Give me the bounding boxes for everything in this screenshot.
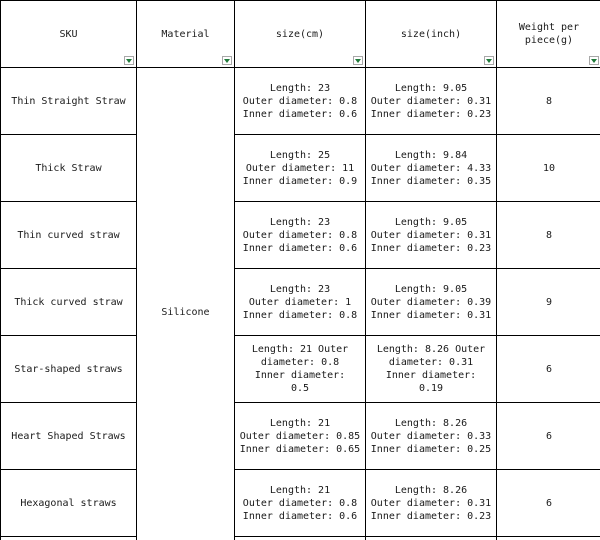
cell-size-cm[interactable]: Length: 25 Outer diameter: 11 Inner diameter: 0.9 bbox=[235, 135, 366, 202]
cell-weight[interactable]: 9 bbox=[497, 269, 600, 336]
header-label-sku: SKU bbox=[59, 28, 78, 40]
cell-sku[interactable]: Thin Straight Straw bbox=[1, 68, 137, 135]
cell-weight[interactable]: 6 bbox=[497, 336, 600, 403]
cell-size-cm[interactable]: Length: 21 Outer diameter: 0.8 Inner diameter: 0.5 bbox=[235, 336, 366, 403]
header-label-size-inch: size(inch) bbox=[400, 28, 462, 40]
header-label-size-cm: size(cm) bbox=[275, 28, 325, 40]
table-row bbox=[1, 135, 600, 202]
cell-sku[interactable]: Thick curved straw bbox=[1, 269, 137, 336]
cell-size-cm[interactable]: Length: 23 Outer diameter: 0.8 Inner diameter: 0.6 bbox=[235, 202, 366, 269]
filter-dropdown-icon[interactable] bbox=[484, 56, 494, 65]
cell-size-inch[interactable]: Length: 9.05 Outer diameter: 0.39 Inner diameter: 0.31 bbox=[366, 269, 497, 336]
filter-dropdown-icon[interactable] bbox=[353, 56, 363, 65]
table-row bbox=[1, 403, 600, 470]
cell-size-inch[interactable]: Length: 9.05 Outer diameter: 0.31 Inner diameter: 0.23 bbox=[366, 68, 497, 135]
cell-size-inch[interactable]: Length: 8.26 Outer diameter: 0.31 Inner diameter: 0.23 bbox=[366, 470, 497, 537]
cell-size-cm[interactable]: Length: 23 Outer diameter: 1 Inner diameter: 0.8 bbox=[235, 269, 366, 336]
cell-weight[interactable]: 8 bbox=[497, 202, 600, 269]
cell-weight[interactable]: 8 bbox=[497, 68, 600, 135]
cell-material-merged[interactable]: Silicone bbox=[137, 68, 235, 540]
header-cell-weight[interactable] bbox=[497, 1, 600, 68]
header-label-material: Material bbox=[161, 28, 210, 40]
cell-weight[interactable]: 6 bbox=[497, 403, 600, 470]
cell-size-cm[interactable] bbox=[235, 537, 366, 540]
header-cell-size-cm[interactable] bbox=[235, 1, 366, 68]
header-row bbox=[1, 1, 600, 68]
cell-size-inch[interactable]: Length: 9.05 Outer diameter: 0.31 Inner diameter: 0.23 bbox=[366, 202, 497, 269]
cell-size-inch[interactable]: Length: 9.84 Outer diameter: 4.33 Inner diameter: 0.35 bbox=[366, 135, 497, 202]
table-row bbox=[1, 336, 600, 403]
cell-size-inch[interactable] bbox=[366, 537, 497, 540]
table-row-partial bbox=[1, 537, 600, 540]
cell-size-cm[interactable]: Length: 23 Outer diameter: 0.8 Inner diameter: 0.6 bbox=[235, 68, 366, 135]
header-cell-sku[interactable] bbox=[1, 1, 137, 68]
table-row bbox=[1, 470, 600, 537]
cell-sku[interactable] bbox=[1, 537, 137, 540]
header-label-weight: Weight per piece(g) bbox=[518, 22, 580, 46]
table-row bbox=[1, 202, 600, 269]
filter-dropdown-icon[interactable] bbox=[222, 56, 232, 65]
cell-sku[interactable]: Thin curved straw bbox=[1, 202, 137, 269]
cell-sku[interactable]: Thick Straw bbox=[1, 135, 137, 202]
cell-size-inch[interactable]: Length: 8.26 Outer diameter: 0.33 Inner diameter: 0.25 bbox=[366, 403, 497, 470]
cell-weight[interactable]: 6 bbox=[497, 470, 600, 537]
header-cell-material[interactable] bbox=[137, 1, 235, 68]
cell-weight[interactable]: 10 bbox=[497, 135, 600, 202]
cell-size-cm[interactable]: Length: 21 Outer diameter: 0.85 Inner diameter: 0.65 bbox=[235, 403, 366, 470]
filter-dropdown-icon[interactable] bbox=[124, 56, 134, 65]
cell-sku[interactable]: Star-shaped straws bbox=[1, 336, 137, 403]
header-cell-size-inch[interactable] bbox=[366, 1, 497, 68]
filter-dropdown-icon[interactable] bbox=[589, 56, 599, 65]
table-row bbox=[1, 269, 600, 336]
cell-weight[interactable] bbox=[497, 537, 600, 540]
cell-size-inch[interactable]: Length: 8.26 Outer diameter: 0.31 Inner diameter: 0.19 bbox=[366, 336, 497, 403]
cell-size-cm[interactable]: Length: 21 Outer diameter: 0.8 Inner diameter: 0.6 bbox=[235, 470, 366, 537]
table-row bbox=[1, 68, 600, 135]
cell-sku[interactable]: Hexagonal straws bbox=[1, 470, 137, 537]
cell-sku[interactable]: Heart Shaped Straws bbox=[1, 403, 137, 470]
